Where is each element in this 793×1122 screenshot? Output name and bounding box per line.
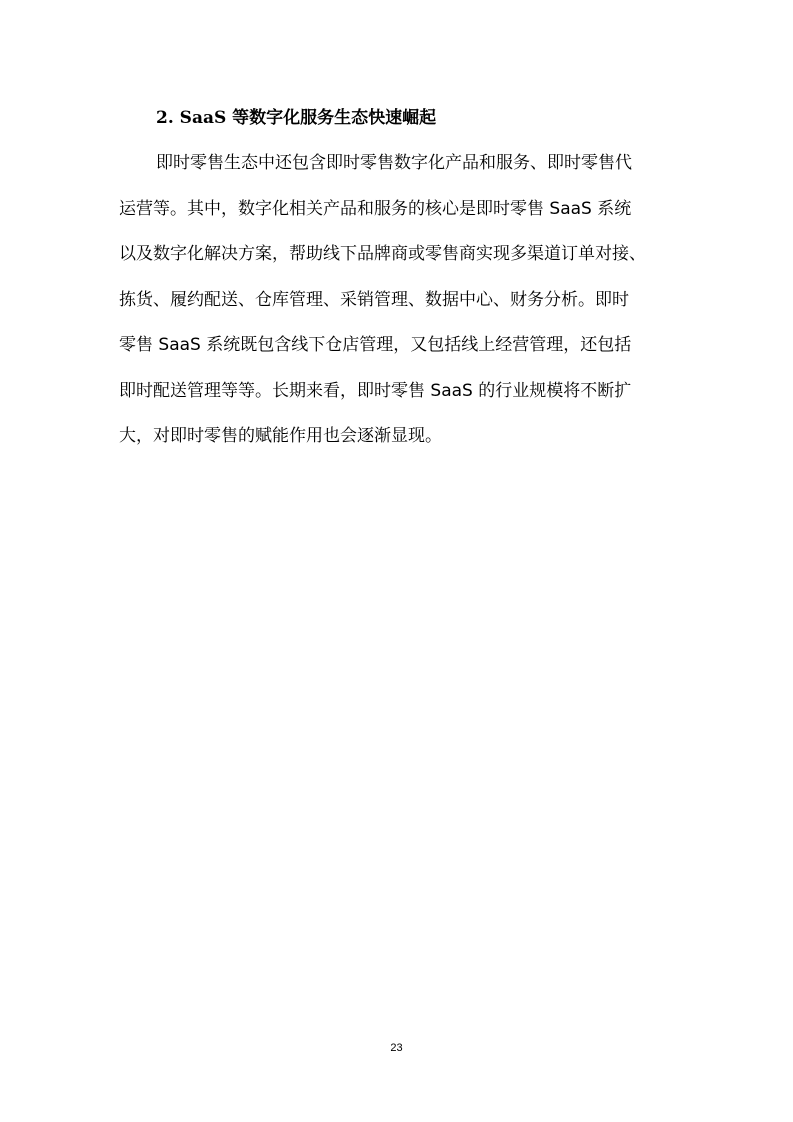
- paragraph-line: 零售 SaaS 系统既包含线下仓店管理，又包括线上经营管理，还包括: [119, 335, 632, 355]
- paragraph-line: 以及数字化解决方案，帮助线下品牌商或零售商实现多渠道订单对接、: [119, 244, 646, 264]
- section-heading: 2. SaaS 等数字化服务生态快速崛起: [156, 108, 437, 128]
- paragraph-line: 即时配送管理等等。长期来看，即时零售 SaaS 的行业规模将不断扩: [119, 381, 632, 401]
- page-number: 23: [390, 1042, 403, 1054]
- paragraph-line: 大，对即时零售的赋能作用也会逐渐显现。: [119, 426, 442, 446]
- paragraph-line: 运营等。其中，数字化相关产品和服务的核心是即时零售 SaaS 系统: [119, 199, 632, 219]
- paragraph-line: 拣货、履约配送、仓库管理、采销管理、数据中心、财务分析。即时: [119, 290, 629, 310]
- paragraph-line: 即时零售生态中还包含即时零售数字化产品和服务、即时零售代: [156, 153, 632, 173]
